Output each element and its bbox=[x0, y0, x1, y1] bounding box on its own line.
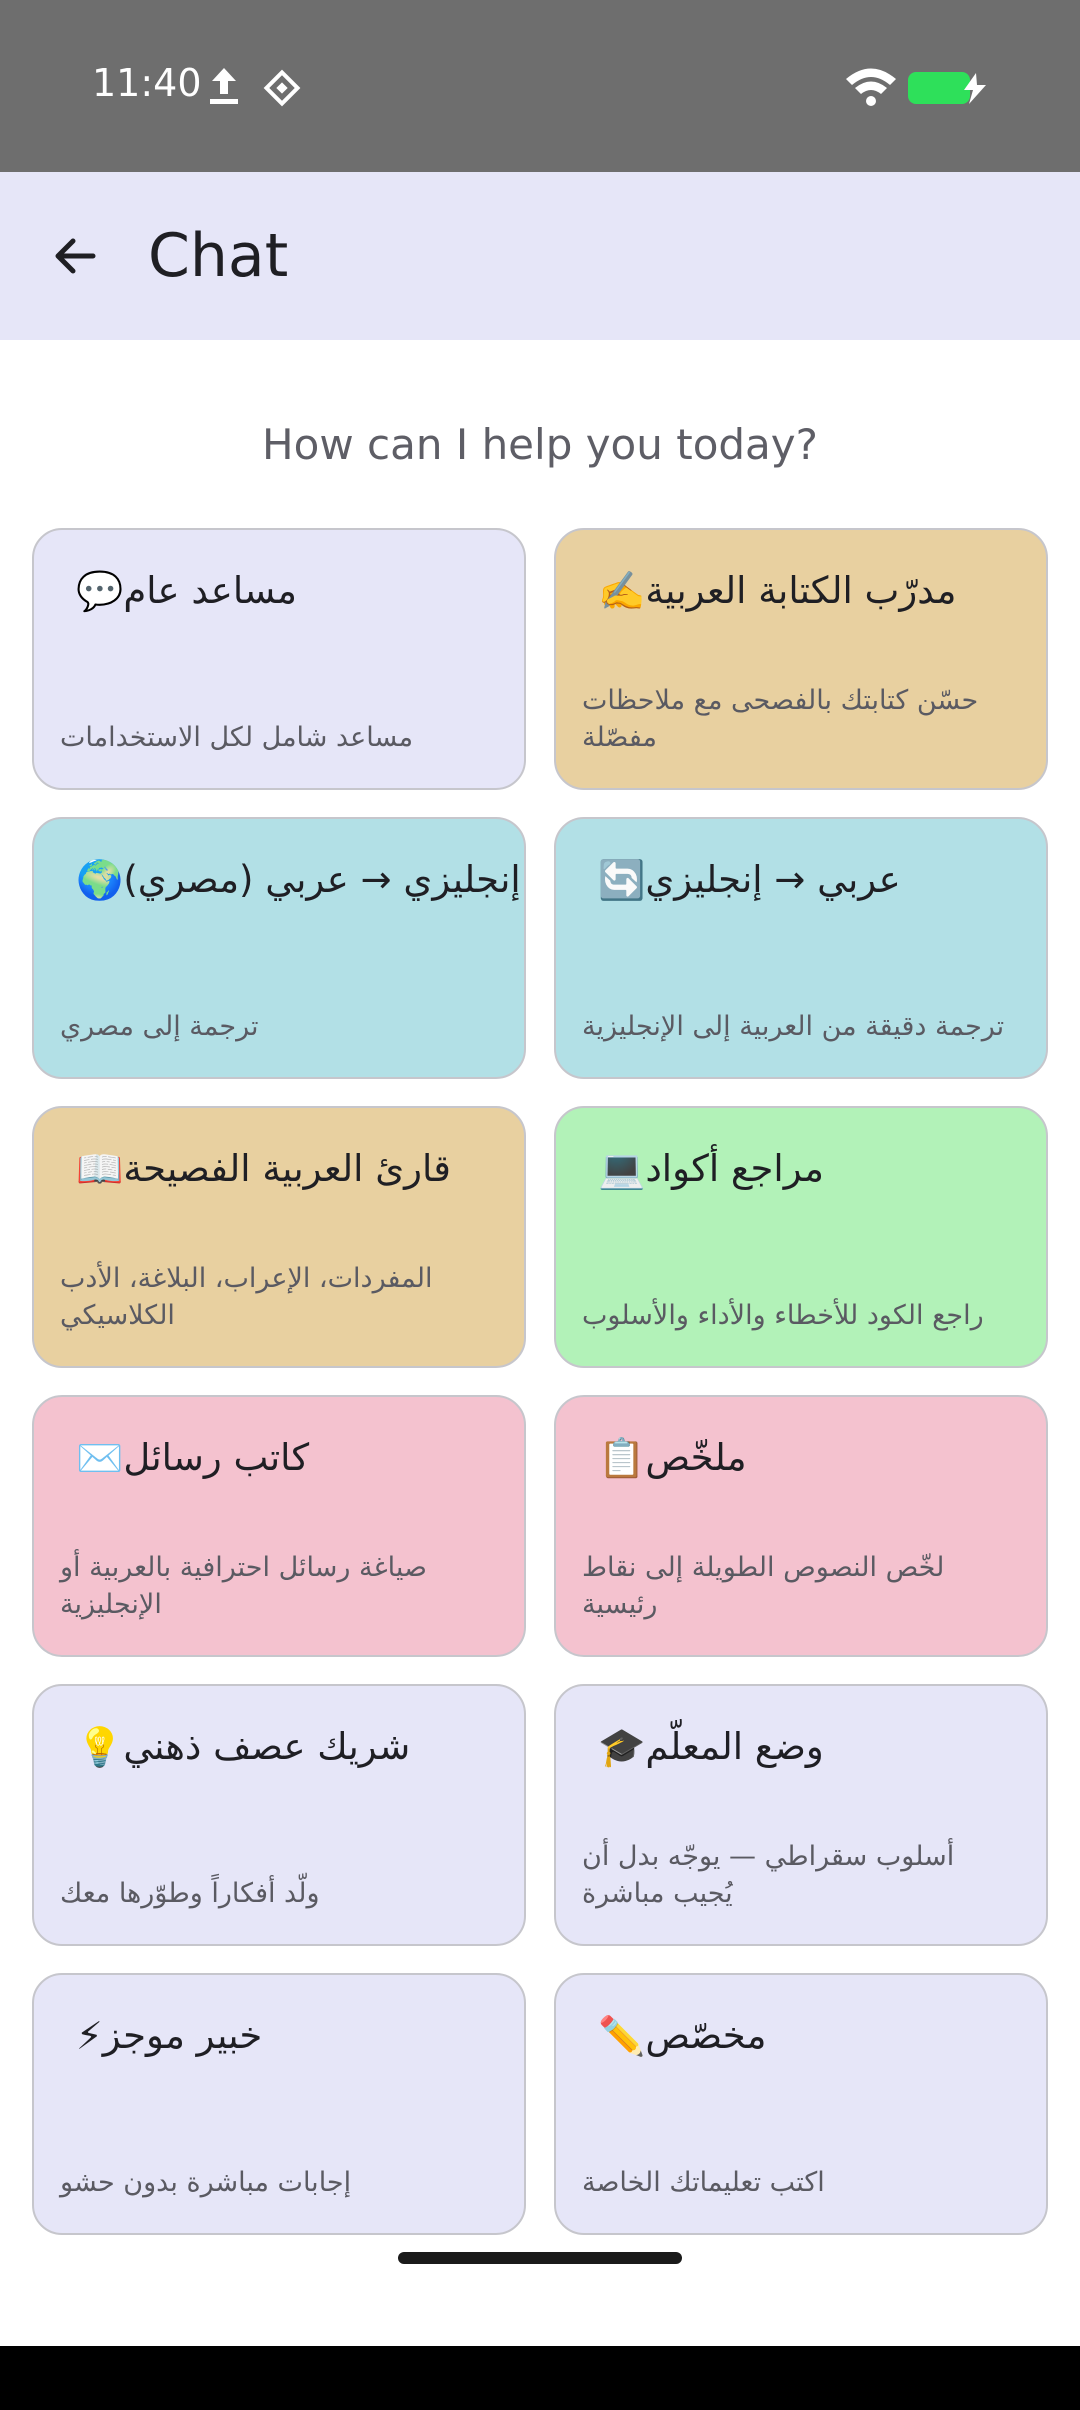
card-english-to-egyptian[interactable] bbox=[32, 817, 526, 1079]
card-title: كاتب رسائل bbox=[123, 1436, 310, 1479]
card-title: مخصّص bbox=[645, 2014, 767, 2057]
card-title: عربي → إنجليزي bbox=[645, 858, 901, 901]
card-description: اكتب تعليماتك الخاصة bbox=[582, 2167, 825, 2198]
status-time: 11:40 bbox=[92, 61, 202, 105]
card-title: قارئ العربية الفصيحة bbox=[123, 1147, 451, 1190]
clipboard-icon: 📋 bbox=[598, 1436, 646, 1480]
card-title: مساعد عام bbox=[123, 569, 297, 612]
card-description: المفردات، الإعراب، البلاغة، الأدب الكلاسيكي bbox=[60, 1263, 433, 1331]
status-bar bbox=[0, 0, 1080, 172]
repeat-arrows-icon: 🔄 bbox=[598, 858, 646, 902]
card-description: ولّد أفكاراً وطوّرها معك bbox=[60, 1878, 320, 1909]
card-letter-writer[interactable] bbox=[32, 1395, 526, 1657]
assistant-cards-grid bbox=[32, 528, 1048, 2235]
envelope-icon: ✉️ bbox=[76, 1436, 124, 1480]
lightning-icon: ⚡ bbox=[76, 2014, 103, 2058]
upload-icon bbox=[206, 64, 242, 108]
card-title: مراجع أكواد bbox=[645, 1147, 824, 1190]
open-book-icon: 📖 bbox=[76, 1147, 124, 1191]
card-title: إنجليزي → عربي (مصري) bbox=[123, 858, 521, 901]
back-button[interactable] bbox=[38, 216, 112, 296]
wifi-icon bbox=[844, 66, 898, 108]
card-title: خبير موجز bbox=[102, 2014, 263, 2057]
card-description: ترجمة إلى مصري bbox=[60, 1011, 259, 1042]
card-teacher-mode[interactable] bbox=[554, 1684, 1048, 1946]
card-description: راجع الكود للأخطاء والأداء والأسلوب bbox=[582, 1300, 984, 1331]
card-classical-arabic-reader[interactable] bbox=[32, 1106, 526, 1368]
card-arabic-to-english[interactable] bbox=[554, 817, 1048, 1079]
card-general-assistant[interactable] bbox=[32, 528, 526, 790]
graduation-cap-icon: 🎓 bbox=[598, 1725, 646, 1769]
card-custom[interactable] bbox=[554, 1973, 1048, 2235]
card-concise-expert[interactable] bbox=[32, 1973, 526, 2235]
card-arabic-writing-coach[interactable] bbox=[554, 528, 1048, 790]
card-description: لخّص النصوص الطويلة إلى نقاط رئيسية bbox=[582, 1552, 945, 1620]
card-description: مساعد شامل لكل الاستخدامات bbox=[60, 722, 414, 753]
card-brainstorm-partner[interactable] bbox=[32, 1684, 526, 1946]
card-title: مدرّب الكتابة العربية bbox=[645, 569, 957, 612]
laptop-icon: 💻 bbox=[598, 1147, 646, 1191]
pencil-icon: ✏️ bbox=[598, 2014, 646, 2058]
card-title: شريك عصف ذهني bbox=[123, 1725, 411, 1768]
navigation-bar bbox=[0, 2346, 1080, 2410]
app-bar bbox=[0, 172, 1080, 340]
greeting-text: How can I help you today? bbox=[262, 420, 818, 469]
location-diamond-icon bbox=[262, 68, 302, 108]
card-description: صياغة رسائل احترافية بالعربية أو الإنجليزية bbox=[60, 1552, 427, 1620]
home-gesture-handle[interactable] bbox=[398, 2252, 682, 2264]
card-code-reviewer[interactable] bbox=[554, 1106, 1048, 1368]
card-description: أسلوب سقراطي — يوجّه بدل أن يُجيب مباشرة bbox=[582, 1841, 955, 1909]
page-title: Chat bbox=[148, 221, 289, 291]
card-description: ترجمة دقيقة من العربية إلى الإنجليزية bbox=[582, 1011, 1005, 1042]
card-title: وضع المعلّم bbox=[645, 1725, 824, 1768]
speech-bubble-icon: 💬 bbox=[76, 569, 124, 613]
globe-icon: 🌍 bbox=[76, 858, 124, 902]
arrow-left-icon bbox=[49, 230, 101, 282]
card-description: إجابات مباشرة بدون حشو bbox=[60, 2167, 352, 2198]
light-bulb-icon: 💡 bbox=[76, 1725, 124, 1769]
card-title: ملخّص bbox=[645, 1436, 747, 1479]
card-description: حسّن كتابتك بالفصحى مع ملاحظات مفصّلة bbox=[582, 685, 979, 753]
battery-charging-icon bbox=[906, 70, 990, 106]
card-summarizer[interactable] bbox=[554, 1395, 1048, 1657]
writing-hand-icon: ✍️ bbox=[598, 569, 646, 613]
battery-fill bbox=[908, 72, 970, 104]
